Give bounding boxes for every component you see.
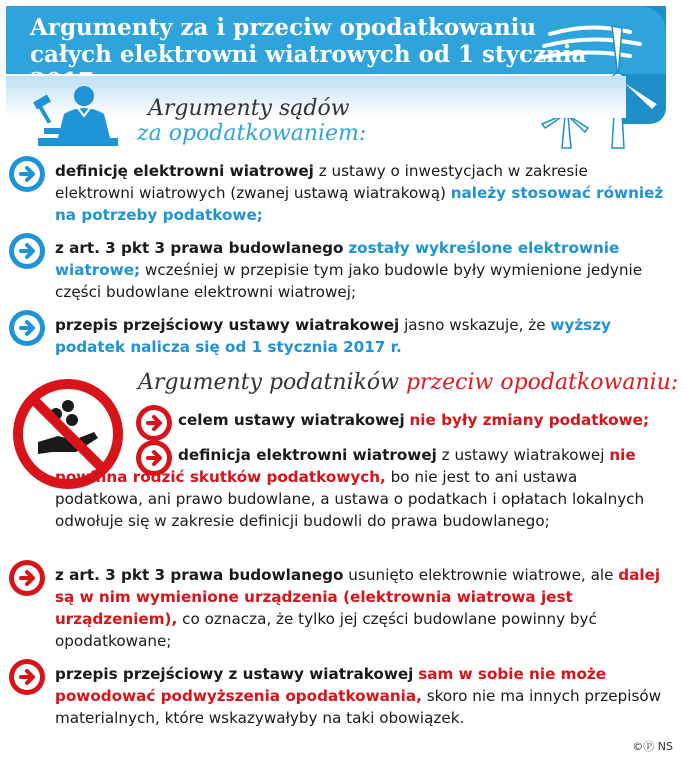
arrow-right-icon bbox=[9, 310, 45, 346]
text-segment: skoro nie ma innych przepisów materialnych, które wskazywałyby na taki obowiązek. bbox=[55, 687, 662, 727]
text-segment: co oznacza, że tylko jej części budowlane powinny być opodatkowane; bbox=[55, 610, 597, 650]
text-segment: zostały wykreślone elektrownie wiatrowe; bbox=[55, 239, 620, 279]
judge-gavel-icon bbox=[26, 78, 136, 148]
text-segment: usunięto elektrownie wiatrowe, ale bbox=[343, 566, 619, 584]
taxpayers-argument-3 bbox=[55, 564, 667, 652]
text-segment: należy stosować również na potrzeby podatkowe; bbox=[55, 184, 664, 224]
text-segment: jasno wskazuje, że bbox=[399, 316, 551, 334]
text-segment: z art. 3 pkt 3 prawa budowlanego bbox=[55, 239, 344, 257]
courts-argument-3 bbox=[55, 314, 670, 358]
text-segment: z art. 3 pkt 3 prawa budowlanego bbox=[55, 566, 344, 584]
taxpayers-title-part1: Argumenty podatników bbox=[138, 370, 406, 395]
text-segment: wyższy podatek nalicza się od 1 stycznia 2017 r. bbox=[55, 316, 611, 356]
text-segment: celem ustawy wiatrakowej bbox=[178, 411, 405, 429]
text-segment: przepis przejściowy ustawy wiatrakowej bbox=[55, 316, 400, 334]
arrow-right-icon bbox=[9, 560, 45, 596]
courts-argument-2 bbox=[55, 237, 670, 303]
text-segment: nie były zmiany podatkowe; bbox=[409, 411, 650, 429]
taxpayers-title-part2: przeciw opodatkowaniu: bbox=[405, 370, 679, 395]
taxpayers-argument-1 bbox=[178, 409, 678, 431]
text-segment: bo nie jest to ani ustawa podatkowa, ani prawo budowlane, a ustawa o podatkach i opłatach lokalnych odwołuje się w zakresie definicji budowli do prawa budowlanego; bbox=[55, 468, 645, 530]
text-segment: z ustawy wiatrakowej bbox=[436, 446, 610, 464]
text-segment: wcześniej w przepisie tym jako budowle były wymienione jedynie części budowlane elektrowni wiatrowej; bbox=[55, 261, 643, 301]
text-segment: definicję elektrowni wiatrowej bbox=[55, 162, 314, 180]
taxpayers-argument-2 bbox=[55, 444, 667, 532]
text-segment: definicja elektrowni wiatrowej bbox=[178, 446, 437, 464]
arrow-right-icon bbox=[9, 233, 45, 269]
text-segment: dalej są w nim wymienione urządzenia (elektrownia wiatrowa jest urządzeniem), bbox=[55, 566, 661, 628]
courts-title-line2: za opodatkowaniem: bbox=[137, 121, 367, 146]
arrow-right-icon bbox=[9, 156, 45, 192]
arrow-right-icon bbox=[9, 659, 45, 695]
taxpayers-argument-4 bbox=[55, 663, 667, 729]
credit-label: ©Ⓟ NS bbox=[632, 740, 673, 753]
courts-argument-1 bbox=[55, 160, 670, 226]
taxpayers-title bbox=[138, 370, 678, 395]
arrow-right-icon bbox=[136, 405, 172, 441]
text-segment: nie powinna rodzić skutków podatkowych, bbox=[55, 446, 636, 486]
page-title: Argumenty za i przeciw opodatkowaniu całych elektrowni wiatrowych od 1 stycznia bbox=[30, 14, 587, 68]
text-segment: przepis przejściowy z ustawy wiatrakowej bbox=[55, 665, 414, 683]
courts-title-line1: Argumenty sądów bbox=[148, 96, 350, 121]
text-segment: z ustawy o inwestycjach w zakresie elektrowni wiatrowych (zwanej ustawą wiatrakową) bbox=[55, 162, 588, 202]
text-segment: sam w sobie nie może powodować podwyższenia opodatkowania, bbox=[55, 665, 607, 705]
